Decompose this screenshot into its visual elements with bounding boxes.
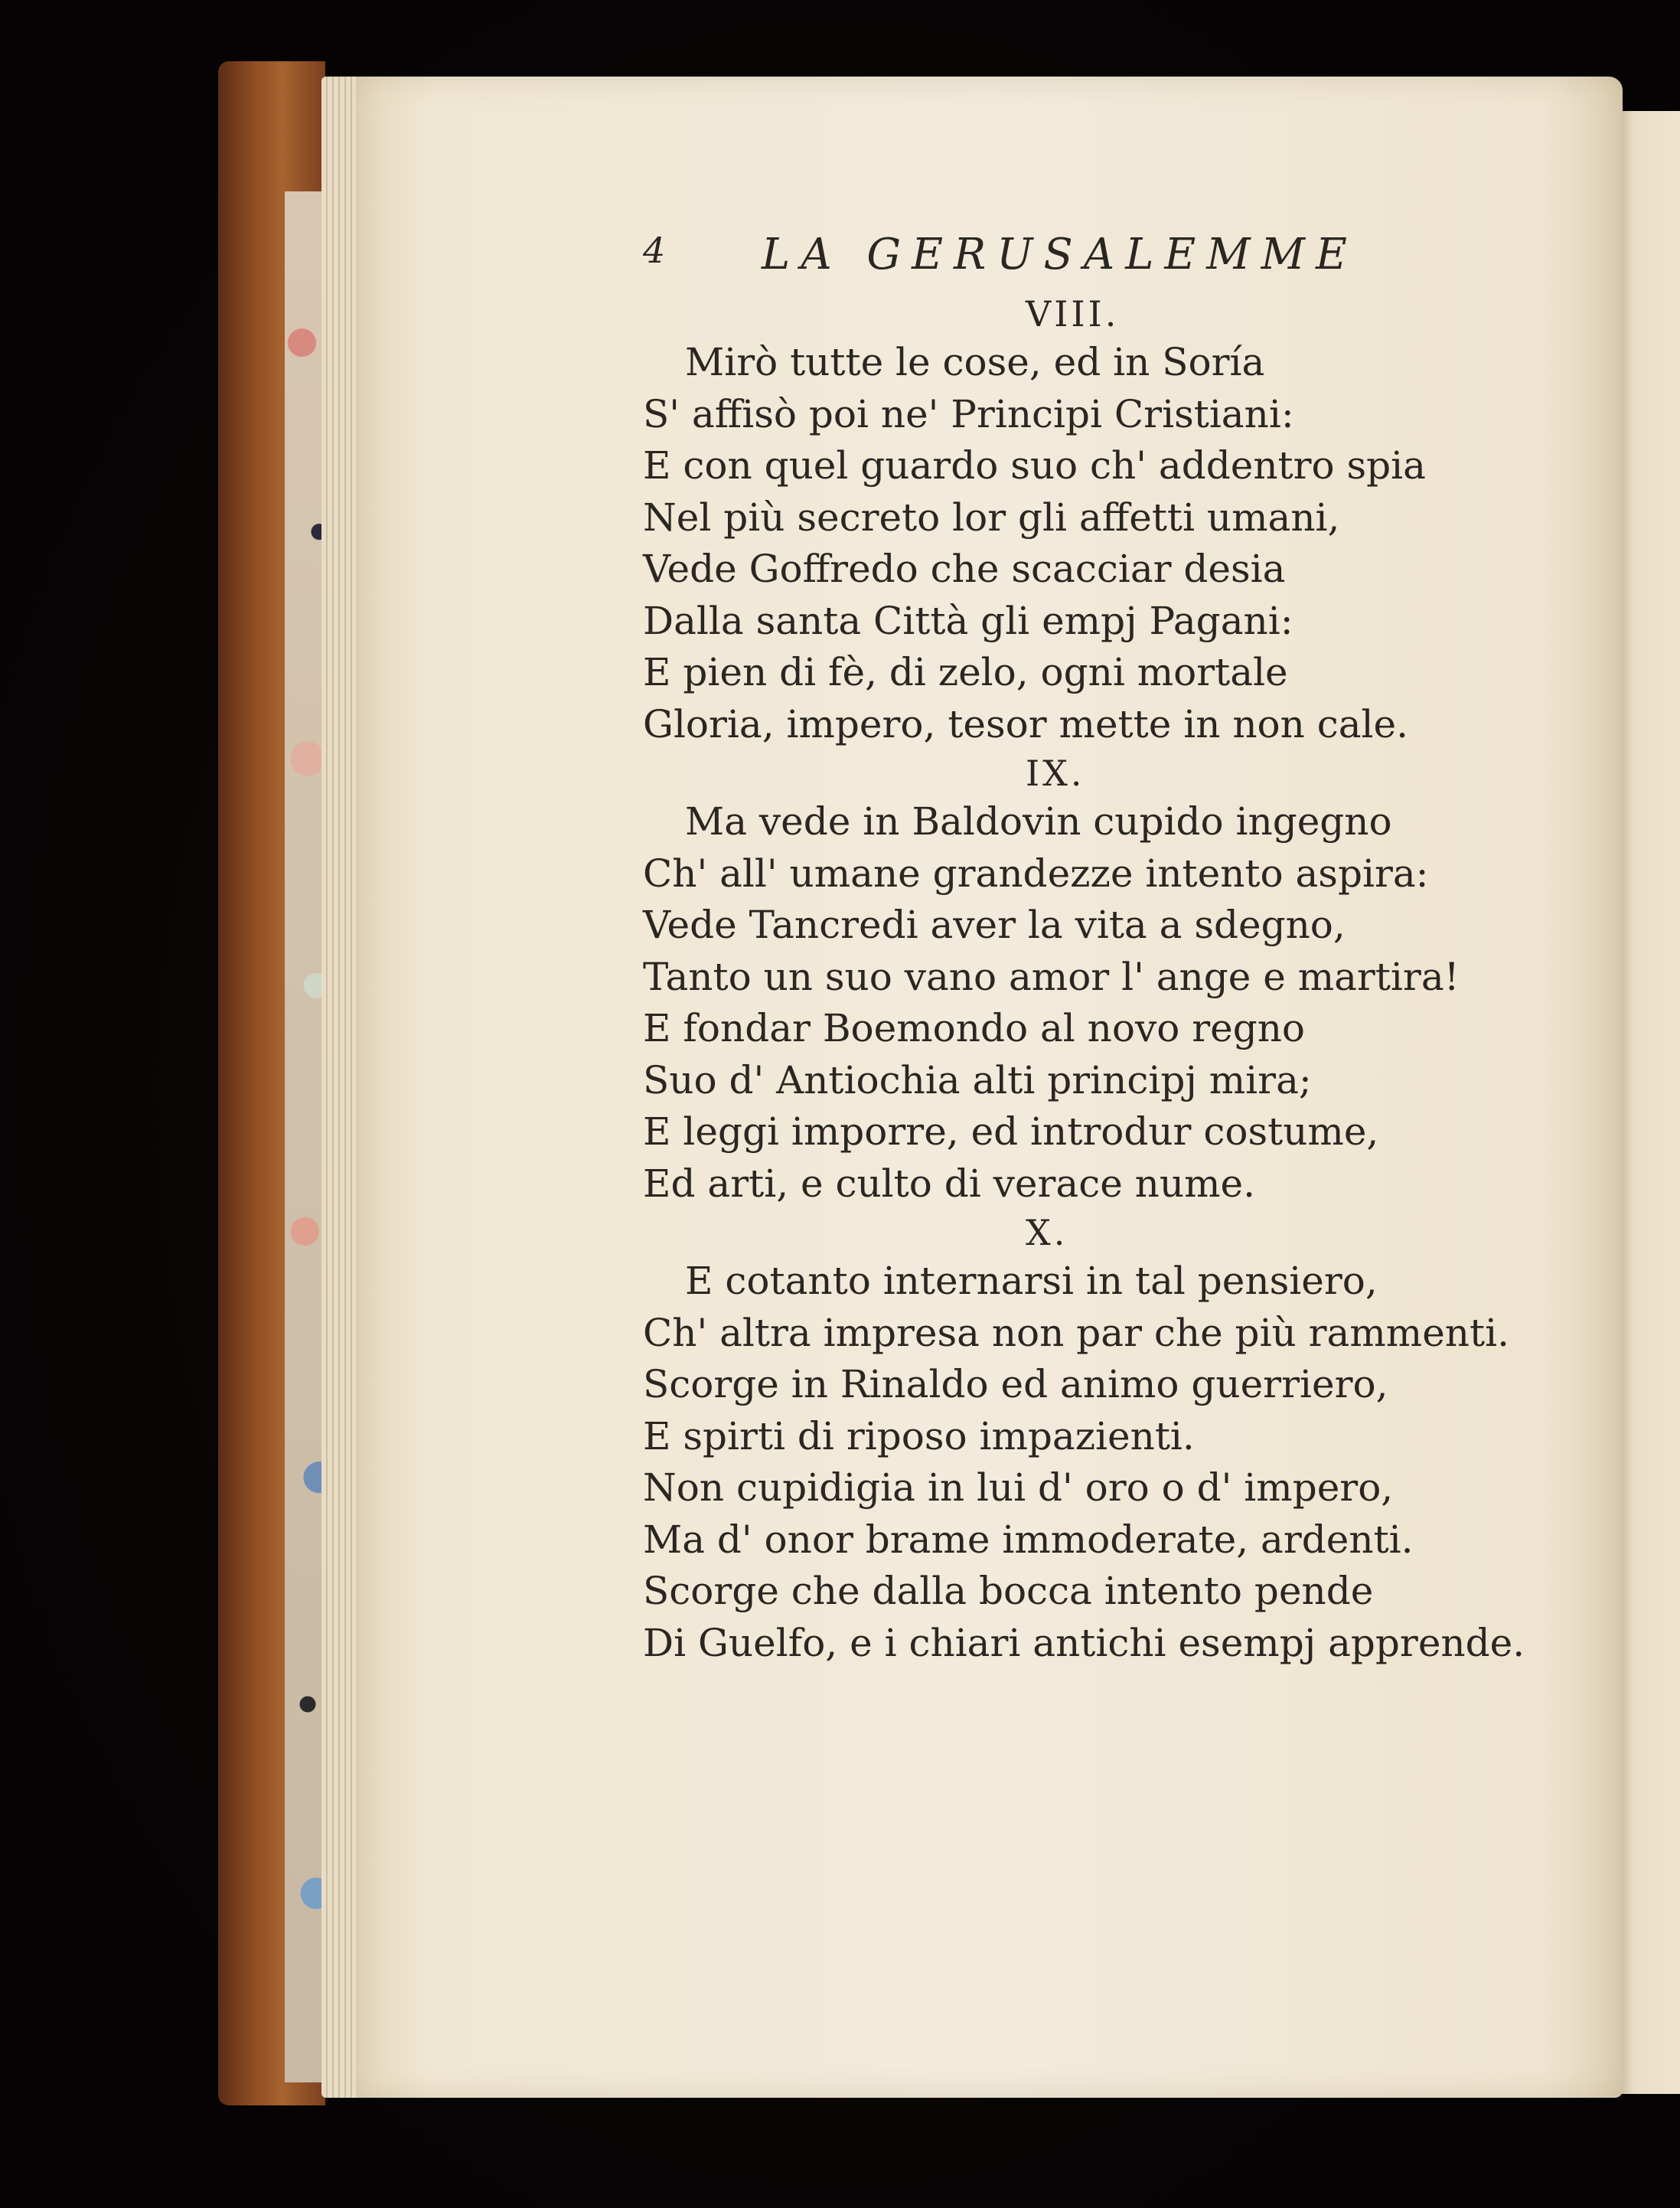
verse-line: Vede Tancredi aver la vita a sdegno, <box>643 903 1346 947</box>
verse-line: Suo d' Antiochia alti principj mira; <box>643 1057 1312 1102</box>
verse-line: E con quel guardo suo ch' addentro spia <box>643 443 1426 488</box>
verse-line: E fondar Boemondo al novo regno <box>643 1006 1306 1050</box>
verse-line: Nel più secreto lor gli affetti umani, <box>643 495 1340 540</box>
verse-line: Ch' all' umane grandezze intento aspira: <box>643 851 1429 896</box>
facing-page-edge <box>1613 111 1680 2094</box>
verse-line: Ed arti, e culto di verace nume. <box>643 1161 1255 1206</box>
verse-line: Ma d' onor brame immoderate, ardenti. <box>643 1517 1414 1562</box>
verse-line: E spirti di riposo impazienti. <box>643 1413 1195 1458</box>
stanza <box>643 750 1592 1210</box>
verse-line: S' affisò poi ne' Principi Cristiani: <box>643 391 1294 436</box>
verse-line: Dalla santa Città gli empj Pagani: <box>643 598 1293 643</box>
verse-line: E pien di fè, di zelo, ogni mortale <box>643 650 1288 694</box>
verse-line: E leggi imporre, ed introdur costume, <box>643 1109 1379 1154</box>
stanza-number: VIII. <box>1026 293 1120 335</box>
stanza <box>643 291 1592 750</box>
verse-line: Scorge che dalla bocca intento pende <box>643 1569 1374 1613</box>
verse-line: Di Guelfo, e i chiari antichi esempj apprende. <box>643 1620 1525 1665</box>
verse-line: Ma vede in Baldovin cupido ingegno <box>685 799 1392 844</box>
stanza-number: X. <box>1026 1212 1068 1253</box>
verse-line: Non cupidigia in lui d' oro o d' impero, <box>643 1465 1394 1510</box>
verse-line: E cotanto internarsi in tal pensiero, <box>685 1259 1378 1303</box>
stanza-number: IX. <box>1026 753 1085 794</box>
page-text-block <box>643 230 1592 1669</box>
running-head <box>643 230 1592 291</box>
stanza <box>643 1210 1592 1669</box>
verse-line: Vede Goffredo che scacciar desia <box>643 547 1286 591</box>
page-number: 4 <box>643 230 666 271</box>
verse-line: Scorge in Rinaldo ed animo guerriero, <box>643 1362 1388 1406</box>
verse-line: Mirò tutte le cose, ed in Soría <box>685 340 1265 384</box>
running-title: LA GERUSALEMME <box>762 230 1358 279</box>
book-page <box>356 77 1623 2098</box>
verse-line: Gloria, impero, tesor mette in non cale. <box>643 701 1408 746</box>
verse-line: Ch' altra impresa non par che più rammenti. <box>643 1310 1509 1355</box>
verse-line: Tanto un suo vano amor l' ange e martira! <box>643 954 1460 999</box>
